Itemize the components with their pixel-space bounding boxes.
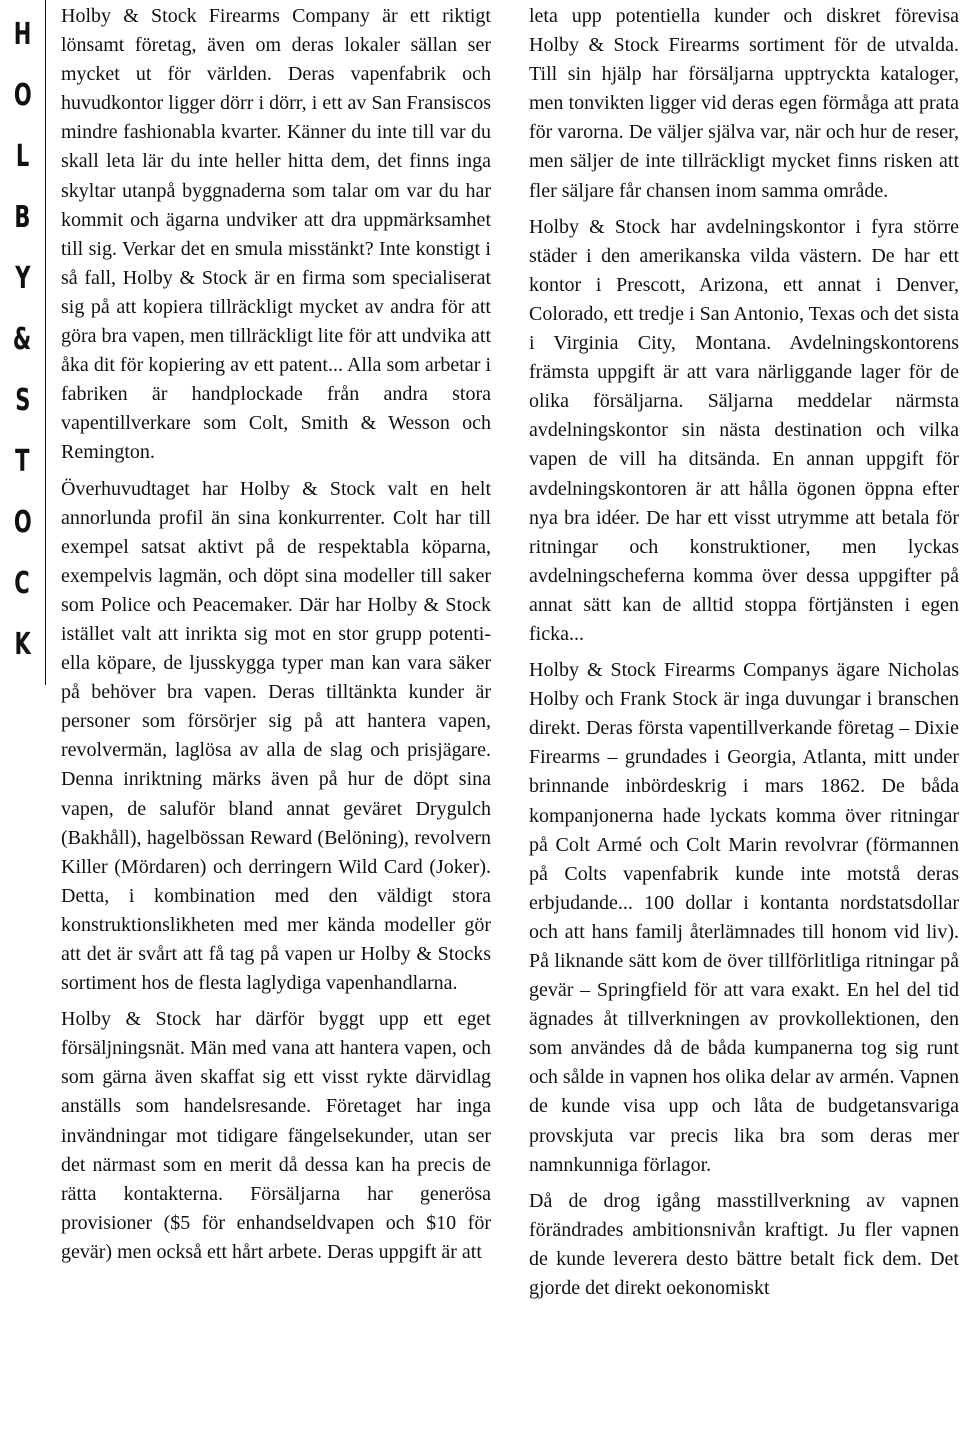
body-paragraph: Holby & Stock Firearms Companys ägare Nicholas Holby och Frank Stock är inga duvungar i branschen direkt. Deras första vapentillverkande företag – Dixie Firearms – grundades i Georgia, Atlanta, mitt under brinnande inbördeskrig i mars 1862. De båda kompanjonerna hade lyckats komma över ritningar på Colt Armé och Colt Marin revolvrar (förmannen på Colts vapenfabrik kunde inte motstå deras erbjudande... 100 dollar i kontanta nordstatsdollar och att hans familj återlämnades till honom vid liv). På liknande sätt kom de över tillförlitliga ritningar på gevär – Springfield för att vara exakt. En hel del tid ägnades åt tillverkningen av provkollektionen, den som användes då de båda kumpanerna tog sig runt och sålde in vapnen hos olika delar av armén. Vapnen de kunde visa upp och låta de budgetansvariga provskjuta var precis lika bra som deras mer namnkunniga förlagor.: [529, 659, 959, 1176]
title-letter: Y: [14, 261, 31, 296]
left-text-column: [61, 2, 491, 1274]
body-paragraph: Holby & Stock har därför byggt upp ett eget försäljningsnät. Män med vana att hantera vapen, och som gärna även skaffat sig ett visst rykte därvidlag anställs som handelsresande. Företaget har inga invändningar mot tidigare fängelsekunder, utan ser det närmast som en merit då dessa kan ha precis de rätta kontakterna. Försäljarna har generösa provisioner ($5 för enhandseldvapen och $10 för gevär) men också ett hårt arbete. Deras uppgift är att: [61, 1008, 491, 1263]
title-letter: C: [14, 566, 31, 601]
body-paragraph: Holby & Stock Firearms Company är ett riktigt lönsamt företag, även om deras lokaler sällan ser mycket ut för världen. Deras vapenfabrik och huvudkontor ligger dörr i dörr, i ett av San Fransiscos mindre fashionabla kvarter. Känner du inte till var du skall leta lär du inte heller hitta dem, det finns inga skyltar utanpå byggnaderna som talar om var du har kommit och ägarna undviker att dra uppmärksamhet till sig. Verkar det en smula misstänkt? Inte konstigt i så fall, Holby & Stock är en firma som specialiserat sig på att kopiera tillräckligt mycket av andra för att göra bra vapen, men tillräckligt lite för att undvika att åka dit för kopiering av ett patent... Alla som arbetar i fabriken är handplockade från andra stora vapentillverkare som Colt, Smith & Wesson och Remington.: [61, 5, 491, 464]
title-letter: H: [13, 17, 32, 52]
title-letter: S: [14, 383, 31, 418]
body-paragraph: Överhuvudtaget har Holby & Stock valt en helt annorlunda profil än sina konkurrenter. Colt har till exempel satsat aktivt på de respektabla köparna, exempelvis lagmän, och döpt sina modeller till saker som Police och Peacemaker. Där har Holby & Stock istället valt att inrikta sig mot en stor grupp potentiella köpare, de ljusskygga typer man kan vara säker på behöver bra vapen. Deras tilltänkta kunder är personer som försörjer sig på att hantera vapen, revolvermän, laglösa av alla de slag och prisjägare. Denna inriktning märks även på hur de döpt sina vapen, de saluför bland annat geväret Drygulch (Bakhåll), hagelbössan Reward (Belöning), revolvern Killer (Mördaren) och derringern Wild Card (Joker). Detta, i kombination med den väldigt stora konstruktionslikheten med mer kända modeller gör att det är svårt att få tag på vapen ur Holby & Stocks sortiment hos de flesta laglydiga vapenhandlarna.: [61, 477, 491, 995]
right-text-column: [529, 2, 959, 1310]
body-paragraph: leta upp potentiella kunder och diskret förevisa Holby & Stock Firearms sortiment för de utvalda. Till sin hjälp har försäljarna upptryckta kataloger, men tonvikten ligger vid deras egen förmåga att prata för varorna. De väljer själva var, när och hur de reser, men säljer de inte tillräckligt mycket finns risken att fler säljare får chansen inom samma område.: [529, 5, 959, 202]
title-letter: B: [14, 200, 31, 235]
title-letter: &: [13, 322, 32, 357]
title-letter: K: [14, 627, 31, 662]
vertical-title: [0, 0, 46, 685]
title-letter: O: [13, 505, 32, 540]
body-paragraph: Holby & Stock har avdelningskontor i fyra större städer i den amerikanska vilda västern. De har ett kontor i Prescott, Arizona, ett annat i Denver, Colorado, ett tredje i San Antonio, Texas och det sista i Virginia City, Montana. Avdelningskontorens främsta uppgift är att vara närliggande lager för de olika försäljarna. Säljarna meddelar närmsta avdelningskontor sin nästa destination och vilka vapen de vill ha ditsända. En annan uppgift för avdelningskontoren är att hålla ögonen öppna efter nya bra idéer. De har ett visst utrymme att betala för ritningar och konstruktioner, men lyckas avdelningscheferna komma över dessa uppgifter på annat sätt kan de alltid stoppa förtjänsten i egen ficka...: [529, 215, 959, 645]
title-letter: O: [13, 78, 32, 113]
title-letter: L: [15, 139, 30, 174]
body-paragraph: Då de drog igång masstillverkning av vapnen förändrades ambitionsnivån kraftigt. Ju fler vapnen de kunde leverera desto bättre betalt fick dem. Det gjorde det direkt oekonomiskt: [529, 1189, 959, 1300]
title-letter: T: [15, 444, 30, 479]
